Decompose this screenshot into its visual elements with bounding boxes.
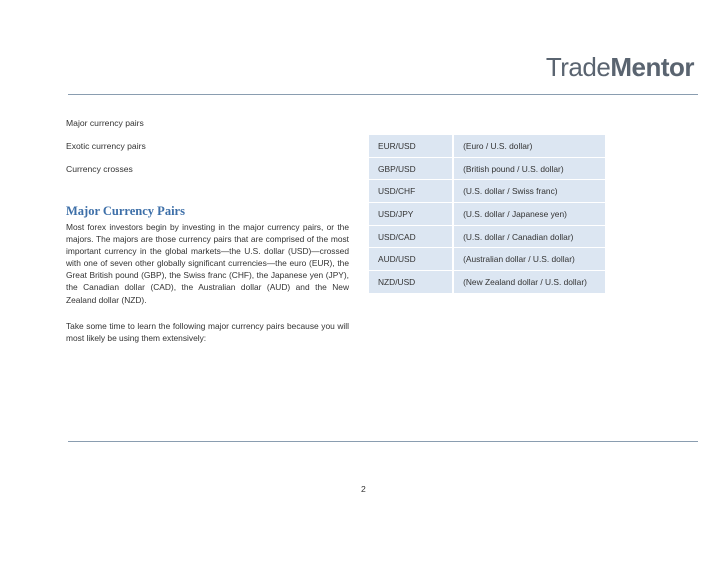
pair-code: AUD/USD xyxy=(369,248,454,271)
header-divider xyxy=(68,94,698,95)
currency-pairs-table xyxy=(369,135,605,294)
pair-description: (Euro / U.S. dollar) xyxy=(454,135,605,158)
page-number: 2 xyxy=(361,484,366,494)
toc-item-exotic-pairs[interactable]: Exotic currency pairs xyxy=(66,141,146,151)
table-row xyxy=(369,226,605,249)
instruction-paragraph: Take some time to learn the following major currency pairs because you will most likely be using them extensively: xyxy=(66,321,349,344)
pair-code: USD/CAD xyxy=(369,226,454,249)
table-row xyxy=(369,248,605,271)
intro-paragraph: Most forex investors begin by investing in the major currency pairs, or the majors. The majors are those currency pairs that are comprised of the most important currency in the global markets—the U.S. dollar (USD)—crossed with one of seven other globally significant currencies—the euro (EUR), the Great British pound (GBP), the Swiss franc (CHF), the Japanese yen (JPY), the Canadian dollar (CAD), the Australian dollar (AUD) and the New Zealand dollar (NZD). xyxy=(66,222,349,305)
pair-description: (Australian dollar / U.S. dollar) xyxy=(454,248,605,271)
pair-code: USD/CHF xyxy=(369,180,454,203)
pair-description: (British pound / U.S. dollar) xyxy=(454,158,605,181)
pair-description: (U.S. dollar / Japanese yen) xyxy=(454,203,605,226)
table-row xyxy=(369,135,605,158)
pair-description: (New Zealand dollar / U.S. dollar) xyxy=(454,271,605,294)
pair-code: NZD/USD xyxy=(369,271,454,294)
logo-bold-text: Mentor xyxy=(610,52,694,82)
footer-divider xyxy=(68,441,698,442)
toc-item-currency-crosses[interactable]: Currency crosses xyxy=(66,164,133,174)
table-row xyxy=(369,203,605,226)
pair-code: EUR/USD xyxy=(369,135,454,158)
pair-code: USD/JPY xyxy=(369,203,454,226)
tradementor-logo xyxy=(546,52,694,83)
toc-item-major-pairs[interactable]: Major currency pairs xyxy=(66,118,144,128)
pair-description: (U.S. dollar / Swiss franc) xyxy=(454,180,605,203)
pair-code: GBP/USD xyxy=(369,158,454,181)
table-row xyxy=(369,180,605,203)
pair-description: (U.S. dollar / Canadian dollar) xyxy=(454,226,605,249)
logo-light-text: Trade xyxy=(545,52,611,82)
table-row xyxy=(369,271,605,294)
section-heading: Major Currency Pairs xyxy=(66,204,185,218)
table-row xyxy=(369,158,605,181)
